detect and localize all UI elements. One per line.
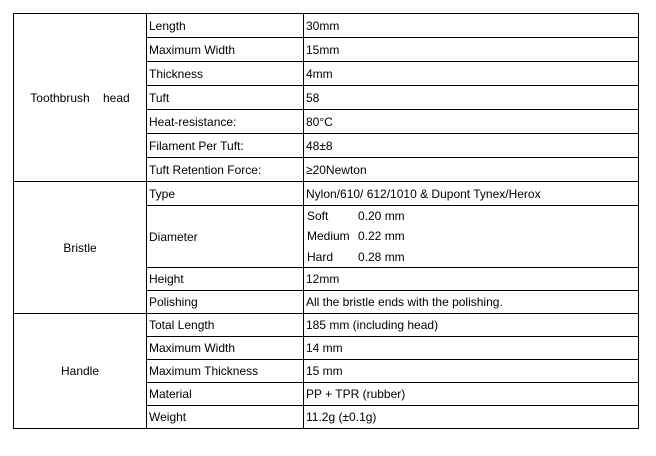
spec-value: 58 bbox=[304, 86, 639, 110]
spec-value: 11.2g (±0.1g) bbox=[304, 406, 639, 429]
spec-table bbox=[13, 13, 639, 429]
diameter-grade: Medium bbox=[307, 228, 350, 243]
spec-key: Maximum Width bbox=[147, 38, 304, 62]
group-label-bristle: Bristle bbox=[14, 182, 147, 314]
spec-value: 80°C bbox=[304, 110, 639, 134]
group-label-toothbrush-head: Toothbrush head bbox=[14, 14, 147, 182]
table-row bbox=[14, 314, 639, 337]
spec-key: Thickness bbox=[147, 62, 304, 86]
table-row bbox=[14, 182, 639, 206]
spec-key: Polishing bbox=[147, 291, 304, 314]
diameter-value: 0.22 mm bbox=[358, 228, 405, 243]
diameter-line-hard bbox=[306, 246, 638, 267]
spec-value: 4mm bbox=[304, 62, 639, 86]
spec-value: ≥20Newton bbox=[304, 158, 639, 182]
spec-value: 15 mm bbox=[304, 360, 639, 383]
spec-value: PP + TPR (rubber) bbox=[304, 383, 639, 406]
spec-key: Type bbox=[147, 182, 304, 206]
spec-key: Heat-resistance: bbox=[147, 110, 304, 134]
table-row bbox=[14, 14, 639, 38]
spec-key: Filament Per Tuft: bbox=[147, 134, 304, 158]
spec-key: Maximum Width bbox=[147, 337, 304, 360]
spec-key: Material bbox=[147, 383, 304, 406]
diameter-value: 0.28 mm bbox=[358, 249, 405, 264]
diameter-values bbox=[304, 206, 639, 268]
spec-value: 30mm bbox=[304, 14, 639, 38]
diameter-value: 0.20 mm bbox=[358, 208, 405, 223]
spec-key: Tuft Retention Force: bbox=[147, 158, 304, 182]
spec-key: Length bbox=[147, 14, 304, 38]
spec-value: 15mm bbox=[304, 38, 639, 62]
diameter-grade: Soft bbox=[307, 208, 329, 223]
diameter-grade: Hard bbox=[307, 249, 334, 264]
diameter-line-medium bbox=[306, 225, 638, 246]
spec-key: Total Length bbox=[147, 314, 304, 337]
group-label-handle: Handle bbox=[14, 314, 147, 429]
spec-key: Diameter bbox=[147, 206, 304, 268]
spec-key: Tuft bbox=[147, 86, 304, 110]
spec-value: All the bristle ends with the polishing. bbox=[304, 291, 639, 314]
spec-value: 185 mm (including head) bbox=[304, 314, 639, 337]
spec-key: Height bbox=[147, 268, 304, 291]
spec-value: 14 mm bbox=[304, 337, 639, 360]
spec-value: 48±8 bbox=[304, 134, 639, 158]
spec-value: 12mm bbox=[304, 268, 639, 291]
diameter-line-soft bbox=[306, 206, 638, 225]
spec-key: Maximum Thickness bbox=[147, 360, 304, 383]
spec-key: Weight bbox=[147, 406, 304, 429]
spec-value: Nylon/610/ 612/1010 & Dupont Tynex/Herox bbox=[304, 182, 639, 206]
